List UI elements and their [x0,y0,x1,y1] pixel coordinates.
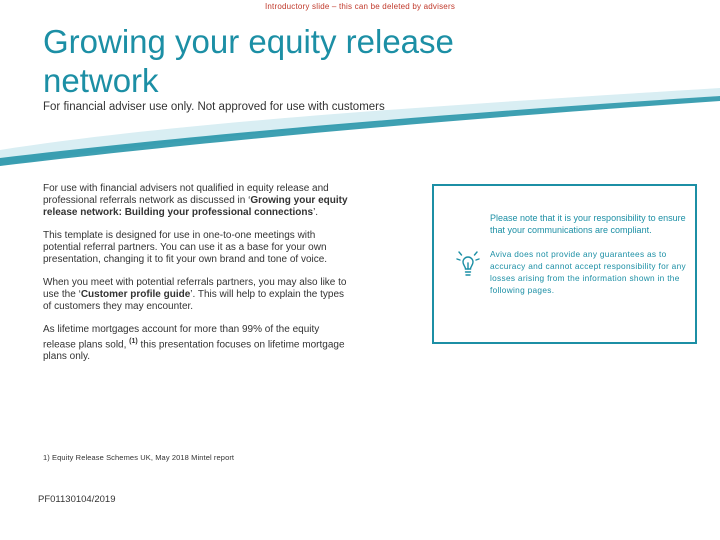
footnote-marker: (1) [129,338,138,345]
body-text [43,183,353,374]
notice-paragraph-2: Aviva does not provide any guarantees as to accuracy and cannot accept responsibility for any losses arising from the information shown in the following pages. [490,249,686,295]
compliance-notice-box [432,184,697,344]
body-paragraph-1-end: ’. [313,207,319,218]
body-paragraph-3-end: ’. This will help to explain the types of customers they may encounter. [43,289,345,312]
body-paragraph-2: This template is designed for use in one-to-one meetings with potential referral partners. You can use it as a base for your own presentation, changing it to fit your own brand and tone of voice. [43,230,328,265]
page-title: Growing your equity release network [43,23,454,99]
page-subtitle: For financial adviser use only. Not approved for use with customers [43,101,385,113]
footnote: 1) Equity Release Schemes UK, May 2018 Mintel report [43,453,235,462]
notice-text [490,212,690,296]
body-paragraph-1 [43,183,353,219]
body-paragraph-4 [43,324,353,363]
body-paragraph-1-text: For use with financial advisers not qualified in equity release and professional referrals network as discussed in ‘ [43,183,329,206]
body-paragraph-4-end: this presentation focuses on lifetime mortgage plans only. [43,339,345,363]
body-paragraph-3-text: When you meet with potential referrals partners, you may also like to use the ‘ [43,277,347,300]
body-paragraph-3 [43,277,353,313]
top-note: Introductory slide – this can be deleted by advisers [264,2,456,11]
notice-paragraph-1: Please note that it is your responsibility to ensure that your communications are compliant. [490,213,686,235]
body-paragraph-1-emphasis: Growing your equity release network: Building your professional connections [43,195,348,218]
body-paragraph-3-emphasis: Customer profile guide [80,289,191,300]
lightbulb-icon [455,250,481,280]
body-paragraph-4-text: As lifetime mortgages account for more than 99% of the equity release plans sold, [43,324,320,351]
document-reference: PF01130104/2019 [38,494,116,505]
